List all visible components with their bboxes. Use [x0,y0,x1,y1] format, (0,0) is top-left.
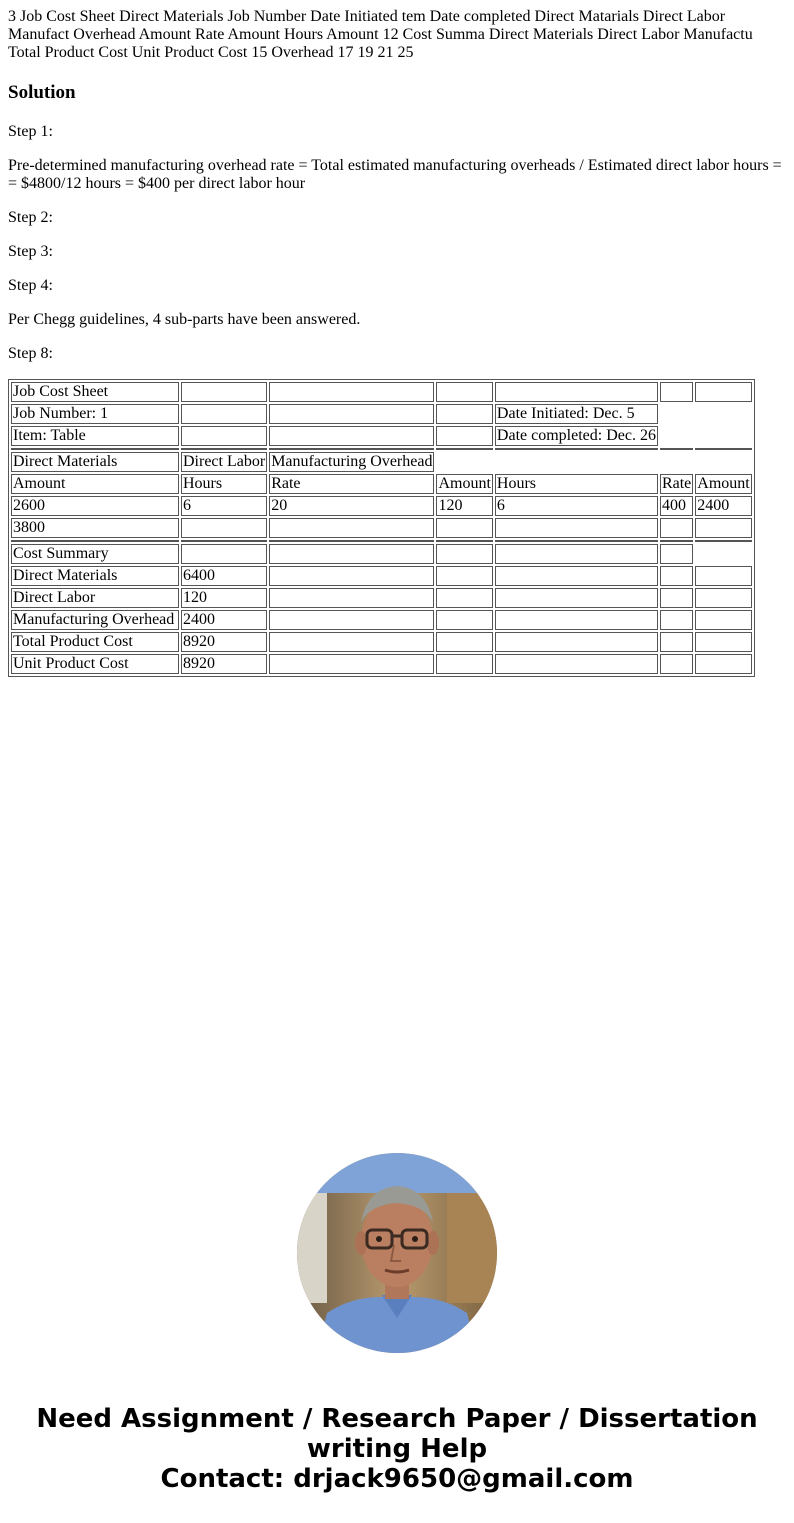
table-row [11,452,752,472]
step1-text: Pre-determined manufacturing overhead rate = Total estimated manufacturing overheads / Estimated direct labor hours = = $4800/12 hours = $400 per direct labor hour [8,157,782,192]
section-direct-materials: Direct Materials [11,452,179,472]
summary-value: 120 [181,588,267,608]
separator-row [11,540,752,542]
intro-text: 3 Job Cost Sheet Direct Materials Job Number Date Initiated tem Date completed Direct Matarials Direct Labor Manufact Overhead Amount Rate Amount Hours Amount 12 Cost Summa Direct Materials Direct Labor Manufactu Total Product Cost Unit Product Cost 15 Overhead 17 19 21 25 [8,8,753,61]
page-content [8,8,786,677]
column-header: Hours [495,474,658,494]
table-cell: 3800 [11,518,179,538]
table-cell: 400 [660,496,693,516]
step8-label: Step 8: [8,345,53,362]
step4-label: Step 4: [8,277,53,294]
sheet-title: Job Cost Sheet [11,382,179,402]
date-initiated: Date Initiated: Dec. 5 [495,404,658,424]
footer-line: Need Assignment / Research Paper / Dissertation [36,1404,758,1434]
table-row [11,426,752,446]
section-manufacturing-overhead: Manufacturing Overhead [271,453,433,470]
column-header: Amount [11,474,179,494]
summary-label: Unit Product Cost [11,654,179,674]
table-row [11,566,752,586]
table-cell: 2400 [695,496,751,516]
table-row [11,404,752,424]
step1-label: Step 1: [8,123,53,140]
section-direct-labor: Direct Labor [183,453,266,470]
table-cell: 2600 [11,496,179,516]
column-header: Hours [181,474,267,494]
step2-label: Step 2: [8,209,53,226]
table-cell: 20 [269,496,434,516]
table-row [11,588,752,608]
table-row [11,382,752,402]
table-row [11,544,752,564]
summary-label: Direct Labor [11,588,179,608]
date-completed: Date completed: Dec. 26 [496,427,656,444]
table-row [11,496,752,516]
summary-value: 8920 [181,654,267,674]
column-header: Amount [438,475,491,492]
table-row [11,518,752,538]
table-row [11,632,752,652]
job-cost-sheet-table [8,379,755,677]
footer-contact: Contact: drjack9650@gmail.com [160,1464,634,1494]
separator-row [11,448,752,450]
column-header: Rate [661,475,692,492]
table-row [11,610,752,630]
table-cell: 6 [181,496,267,516]
summary-label: Manufacturing Overhead [11,610,179,630]
summary-value: 6400 [181,566,267,586]
table-row [11,654,752,674]
table-cell: 120 [436,496,492,516]
avatar [297,1153,497,1353]
summary-value: 2400 [181,610,267,630]
cost-summary-title: Cost Summary [11,544,179,564]
column-header: Rate [269,474,434,494]
step3-label: Step 3: [8,243,53,260]
portrait-illustration [297,1153,497,1353]
summary-label: Direct Materials [11,566,179,586]
column-header: Amount [697,475,750,492]
column-header-row [11,474,752,494]
item-name: Item: Table [11,426,179,446]
footer-banner [0,1404,794,1494]
summary-value: 8920 [181,632,267,652]
solution-heading: Solution [8,82,76,103]
job-number: Job Number: 1 [11,404,179,424]
summary-label: Total Product Cost [11,632,179,652]
chegg-note: Per Chegg guidelines, 4 sub-parts have been answered. [8,311,361,328]
table-cell: 6 [495,496,658,516]
footer-line: writing Help [306,1434,488,1464]
